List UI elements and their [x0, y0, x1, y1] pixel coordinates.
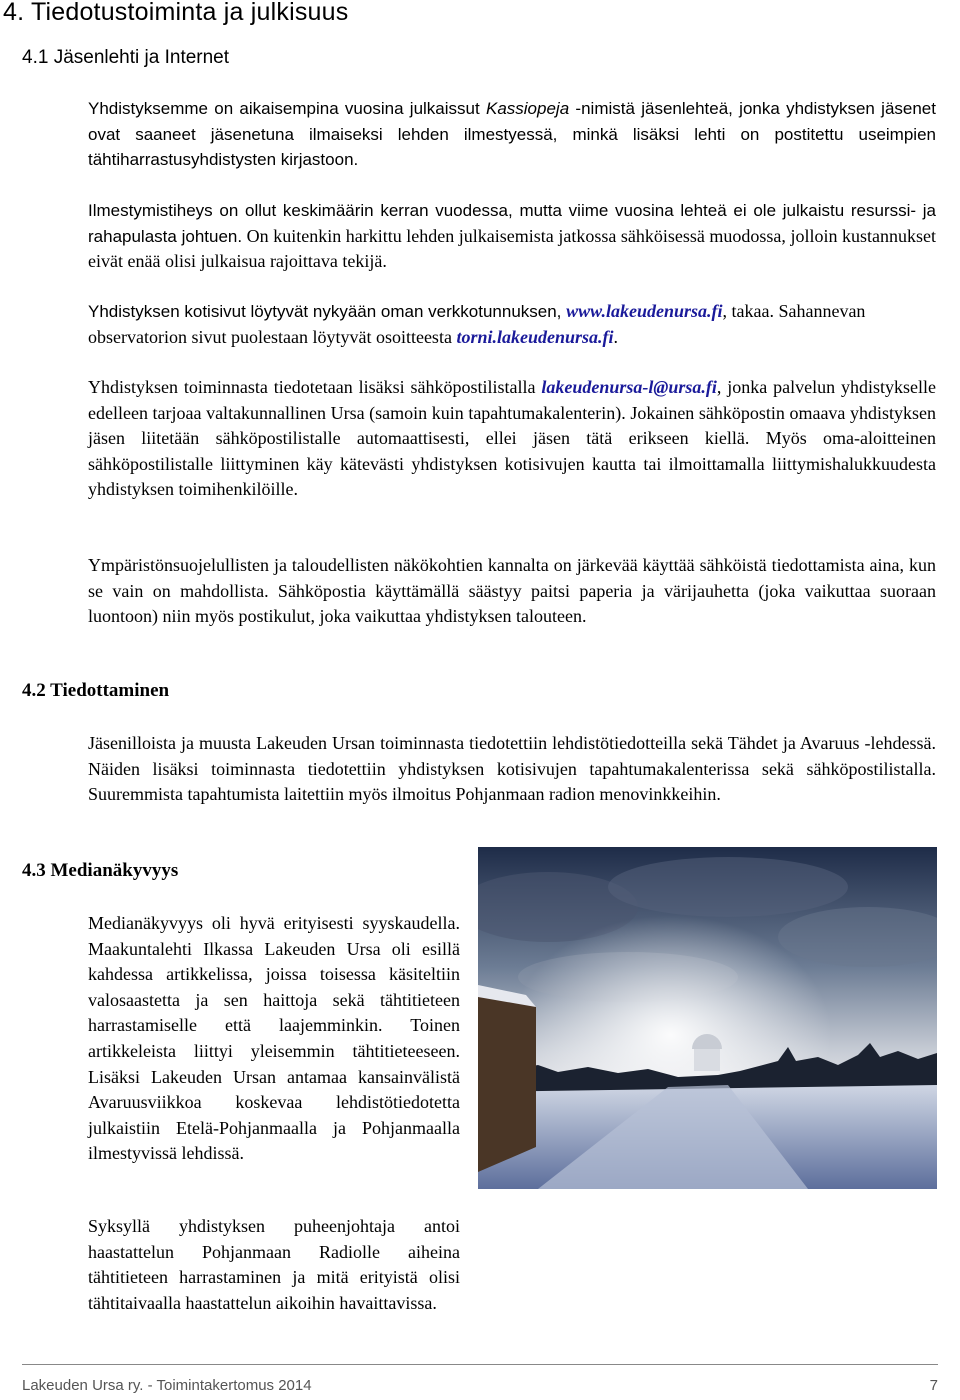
section-heading-4-1: 4.1 Jäsenlehti ja Internet [22, 47, 230, 68]
observatory-winter-photo [478, 847, 937, 1189]
wooden-shed [478, 987, 536, 1172]
text: On kuitenkin harkittu lehden julkaisemista jatkossa sähköisessä muodossa, jolloin kustannukset eivät enää olisi julkaisua rajoittava tekijä. [88, 225, 936, 272]
paragraph-radio-interview: Syksyllä yhdistyksen puheenjohtaja antoi haastattelun Pohjanmaan Radiolle aiheina tähtitieteen harrastaminen ja mitä erityistä olisi tähtitaivaalla haastattelun aikoihin havaittavissa. [88, 1216, 460, 1313]
paragraph-environment: Ympäristönsuojelullisten ja taloudellisten näkökohtien kannalta on järkevää käyttää sähköistä tiedottamista aina, kun se vain on mahdollista. Sähköpostia käyttämällä säästyy paitsi paperia ja värijauhetta (joka vaikuttaa suoraan luontoon) niin myös postikulut, joka vaikuttaa yhdistyksen talouteen. [88, 555, 936, 627]
observatory-link[interactable]: torni.lakeudenursa.fi [456, 326, 614, 347]
text: Yhdistyksemme on aikaisempina vuosina julkaissut [88, 99, 486, 118]
text: , takaa. Sahannevan observatorion sivut puolestaan löytyvät osoitteesta [88, 301, 866, 347]
paragraph-publication-frequency [88, 198, 936, 275]
section-heading-4-3: 4.3 Medianäkyvyys [22, 860, 179, 881]
text: -nimistä jäsenlehteä, jonka yhdistyksen jäsenet ovat saaneet jäsenetuna ilmaiseksi lehden ilmestyessä, minkä lisäksi lehti on postitettu useimpien tähtiharrastusyhdistysten kirjastoon. [88, 99, 936, 170]
paragraph-kassiopeja [88, 96, 936, 173]
text: , jonka palvelun yhdistykselle edelleen tarjoaa valtakunnallinen Ursa (samoin kuin tapahtumakalenterin). Jokainen sähköpostin omaava yhdistyksen jäsen liitetään sähköpostilistalle automaattisesti, ellei jäsen tätä erikseen kiellä. Myös oma-aloitteinen sähköpostilistalle liittyminen käy kätevästi yhdistyksen kotisivujen kautta tai ilmoittamalla liittymishalukkuudesta yhdistyksen toimihenkilöille. [88, 377, 936, 500]
observatory-building [694, 1047, 720, 1071]
website-link[interactable]: www.lakeudenursa.fi [566, 301, 723, 321]
page-number: 7 [929, 1377, 938, 1394]
paragraph-media: Medianäkyvyys oli hyvä erityisesti syyskaudella. Maakuntalehti Ilkassa Lakeuden Ursa oli esillä kahdessa artikkelissa, joissa toisessa käsiteltiin valosaastetta ja sen haittoja sekä tähtitieteen harrastamiselle että laajemminkin. Toinen artikkeleista liittyi yleisemmin tähtitieteeseen. Lisäksi Lakeuden Ursan antamaa kansainvälistä Avaruusviikkoa koskevaa lehdistötiedotetta julkaistiin Etelä-Pohjanmaalla ja Pohjanmaalla ilmestyvissä lehdissä. [88, 913, 460, 1164]
text: Ilmestymistiheys on ollut keskimäärin kerran vuodessa, mutta viime vuosina lehteä ei ole julkaistu resurssi- ja rahapulasta johtuen. [88, 201, 936, 246]
magazine-name: Kassiopeja [485, 99, 570, 118]
text: Yhdistyksen toiminnasta tiedotetaan lisäksi sähköpostilistalla [88, 377, 542, 397]
paragraph-mailing-list [88, 375, 936, 503]
text: Yhdistyksen kotisivut löytyvät nykyään oman verkkotunnuksen, [88, 302, 567, 321]
footer-text: Lakeuden Ursa ry. - Toimintakertomus 2014 [22, 1377, 312, 1394]
mailing-list-link[interactable]: lakeudenursa-l@ursa.fi [541, 377, 717, 397]
footer-divider [22, 1364, 938, 1365]
section-heading-4-2: 4.2 Tiedottaminen [22, 680, 170, 701]
chapter-title: 4. Tiedotustoiminta ja julkisuus [3, 0, 349, 26]
text: . [613, 326, 618, 347]
paragraph-announcements: Jäsenilloista ja muusta Lakeuden Ursan toiminnasta tiedotettiin lehdistötiedotteilla sekä Tähdet ja Avaruus -lehdessä. Näiden lisäksi toiminnasta tiedotettiin yhdistyksen kotisivujen tapahtumakalenterissa sekä sähköpostilistalla. Suuremmista tapahtumista laitettiin myös ilmoitus Pohjanmaan radion menovinkkeihin. [88, 733, 936, 805]
paragraph-websites [88, 299, 936, 350]
